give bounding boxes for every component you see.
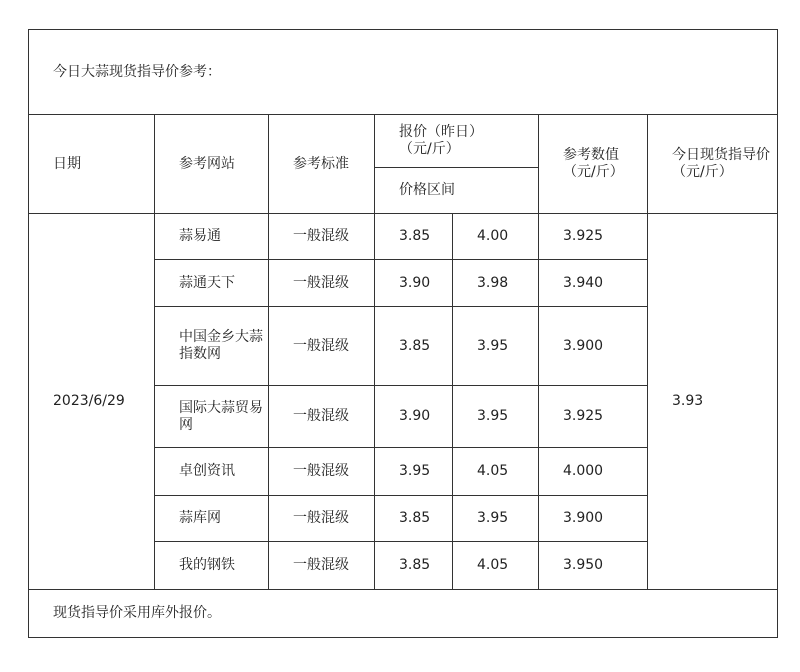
spot-price-cell: 3.93 — [648, 214, 778, 590]
high-price-cell: 4.05 — [453, 448, 539, 496]
reference-cell: 3.900 — [539, 496, 648, 542]
low-price-cell: 3.85 — [375, 496, 453, 542]
reference-cell: 3.925 — [539, 214, 648, 260]
site-cell: 蒜库网 — [155, 496, 269, 542]
standard-cell: 一般混级 — [269, 542, 375, 590]
low-price-cell: 3.90 — [375, 386, 453, 448]
high-price-cell: 4.00 — [453, 214, 539, 260]
date-cell: 2023/6/29 — [29, 214, 155, 590]
low-price-cell: 3.85 — [375, 214, 453, 260]
reference-cell: 3.950 — [539, 542, 648, 590]
site-cell: 我的钢铁 — [155, 542, 269, 590]
low-price-cell: 3.85 — [375, 307, 453, 386]
header-standard: 参考标准 — [269, 115, 375, 214]
low-price-cell: 3.85 — [375, 542, 453, 590]
low-price-cell: 3.90 — [375, 260, 453, 307]
high-price-cell: 3.95 — [453, 386, 539, 448]
table-title: 今日大蒜现货指导价参考： — [29, 30, 778, 115]
header-spot: 今日现货指导价（元/斤） — [648, 115, 778, 214]
standard-cell: 一般混级 — [269, 307, 375, 386]
reference-cell: 3.925 — [539, 386, 648, 448]
reference-cell: 3.940 — [539, 260, 648, 307]
site-cell: 蒜通天下 — [155, 260, 269, 307]
header-site: 参考网站 — [155, 115, 269, 214]
site-cell: 中国金乡大蒜指数网 — [155, 307, 269, 386]
standard-cell: 一般混级 — [269, 496, 375, 542]
high-price-cell: 3.98 — [453, 260, 539, 307]
high-price-cell: 4.05 — [453, 542, 539, 590]
standard-cell: 一般混级 — [269, 214, 375, 260]
high-price-cell: 3.95 — [453, 307, 539, 386]
low-price-cell: 3.95 — [375, 448, 453, 496]
header-range: 价格区间 — [375, 168, 539, 214]
header-quote-text: 报价（昨日）（元/斤） — [399, 124, 483, 157]
price-table — [28, 29, 778, 638]
site-cell: 蒜易通 — [155, 214, 269, 260]
header-date: 日期 — [29, 115, 155, 214]
standard-cell: 一般混级 — [269, 448, 375, 496]
table-footer-note: 现货指导价采用库外报价。 — [29, 590, 778, 638]
header-reference: 参考数值（元/斤） — [539, 115, 648, 214]
reference-cell: 3.900 — [539, 307, 648, 386]
reference-cell: 4.000 — [539, 448, 648, 496]
site-cell: 卓创资讯 — [155, 448, 269, 496]
standard-cell: 一般混级 — [269, 260, 375, 307]
site-cell: 国际大蒜贸易网 — [155, 386, 269, 448]
header-quote — [375, 115, 539, 168]
standard-cell: 一般混级 — [269, 386, 375, 448]
high-price-cell: 3.95 — [453, 496, 539, 542]
table-row — [29, 214, 778, 260]
